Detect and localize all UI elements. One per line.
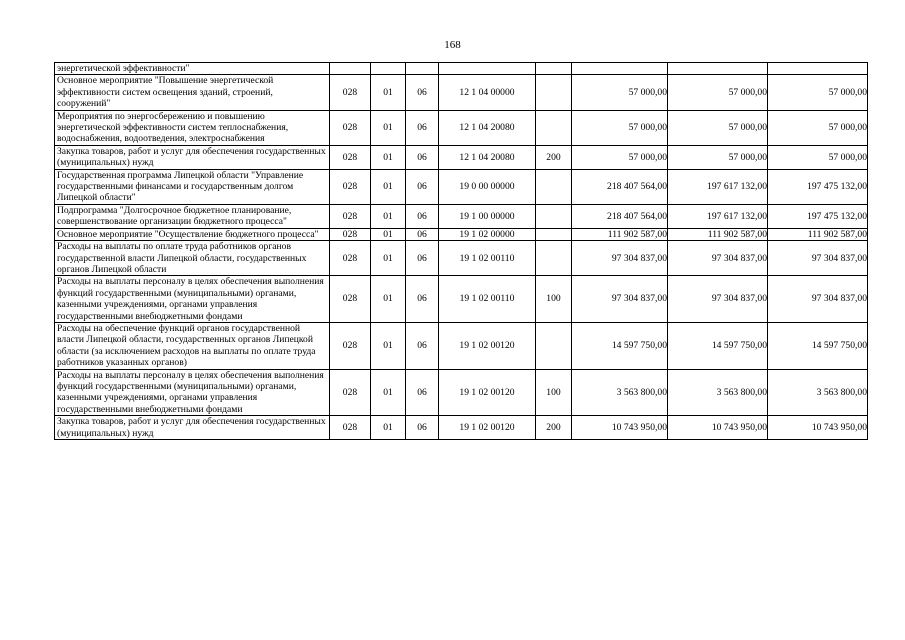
row-name: Расходы на выплаты по оплате труда работников органов государственной власти Липецкой области, государственных органов Липецкой области [55, 241, 330, 276]
row-target-code: 12 1 04 20080 [439, 110, 536, 145]
row-sum-3: 57 000,00 [768, 145, 868, 169]
row-target-code: 19 1 02 00120 [439, 369, 536, 416]
row-sum-3: 57 000,00 [768, 75, 868, 110]
row-sum-2: 97 304 837,00 [668, 241, 768, 276]
table-row [55, 110, 868, 145]
table-row [55, 75, 868, 110]
row-subsection-code: 06 [406, 416, 439, 440]
row-sum-1: 57 000,00 [572, 75, 668, 110]
row-subsection-code [406, 63, 439, 75]
row-section-code [371, 63, 406, 75]
row-admin-code: 028 [330, 169, 371, 204]
row-name: Закупка товаров, работ и услуг для обеспечения государственных (муниципальных) нужд [55, 145, 330, 169]
row-subsection-code: 06 [406, 169, 439, 204]
row-sum-3 [768, 63, 868, 75]
row-sum-1: 3 563 800,00 [572, 369, 668, 416]
row-name: Расходы на выплаты персоналу в целях обеспечения выполнения функций государственными (муниципальными) органами, казенными учреждениями, органами управления государственными внебюджетными фондами [55, 276, 330, 323]
row-sum-1: 218 407 564,00 [572, 204, 668, 228]
table-row [55, 322, 868, 369]
row-expense-code [536, 322, 572, 369]
row-expense-code [536, 169, 572, 204]
row-expense-code: 100 [536, 369, 572, 416]
row-target-code: 12 1 04 00000 [439, 75, 536, 110]
row-target-code [439, 63, 536, 75]
row-admin-code: 028 [330, 110, 371, 145]
row-sum-2: 111 902 587,00 [668, 228, 768, 240]
row-target-code: 19 1 00 00000 [439, 204, 536, 228]
row-name: Расходы на обеспечение функций органов государственной власти Липецкой области, государственных органов Липецкой области (за исключением расходов на выплаты по оплате труда работников указанных органов) [55, 322, 330, 369]
row-admin-code: 028 [330, 276, 371, 323]
row-sum-2: 57 000,00 [668, 145, 768, 169]
row-sum-3: 197 475 132,00 [768, 204, 868, 228]
row-sum-2: 197 617 132,00 [668, 169, 768, 204]
row-expense-code [536, 110, 572, 145]
row-subsection-code: 06 [406, 369, 439, 416]
row-sum-1: 57 000,00 [572, 110, 668, 145]
row-admin-code: 028 [330, 369, 371, 416]
row-subsection-code: 06 [406, 110, 439, 145]
row-sum-1 [572, 63, 668, 75]
row-section-code: 01 [371, 241, 406, 276]
row-sum-1: 97 304 837,00 [572, 241, 668, 276]
row-expense-code [536, 75, 572, 110]
page-number: 168 [444, 39, 461, 51]
row-expense-code: 100 [536, 276, 572, 323]
row-admin-code: 028 [330, 322, 371, 369]
table-row [55, 276, 868, 323]
row-name: Основное мероприятие "Повышение энергетической эффективности систем освещения зданий, строений, сооружений" [55, 75, 330, 110]
row-name: Государственная программа Липецкой области "Управление государственными финансами и государственным долгом Липецкой области" [55, 169, 330, 204]
row-name: Подпрограмма "Долгосрочное бюджетное планирование, совершенствование организации бюджетного процесса" [55, 204, 330, 228]
row-expense-code [536, 204, 572, 228]
table-row [55, 416, 868, 440]
row-admin-code: 028 [330, 145, 371, 169]
row-admin-code: 028 [330, 75, 371, 110]
row-section-code: 01 [371, 75, 406, 110]
row-sum-2: 14 597 750,00 [668, 322, 768, 369]
row-target-code: 19 1 02 00000 [439, 228, 536, 240]
row-expense-code [536, 63, 572, 75]
row-section-code: 01 [371, 204, 406, 228]
row-sum-2: 197 617 132,00 [668, 204, 768, 228]
row-subsection-code: 06 [406, 276, 439, 323]
row-name: Основное мероприятие "Осуществление бюджетного процесса" [55, 228, 330, 240]
row-sum-2: 57 000,00 [668, 75, 768, 110]
row-target-code: 19 0 00 00000 [439, 169, 536, 204]
row-section-code: 01 [371, 169, 406, 204]
row-sum-1: 10 743 950,00 [572, 416, 668, 440]
row-sum-3: 14 597 750,00 [768, 322, 868, 369]
row-section-code: 01 [371, 322, 406, 369]
table-row [55, 228, 868, 240]
row-target-code: 19 1 02 00110 [439, 276, 536, 323]
table-body [55, 63, 868, 440]
row-expense-code: 200 [536, 416, 572, 440]
row-section-code: 01 [371, 416, 406, 440]
table-row [55, 369, 868, 416]
row-sum-2: 10 743 950,00 [668, 416, 768, 440]
table-row [55, 169, 868, 204]
row-sum-2: 57 000,00 [668, 110, 768, 145]
row-section-code: 01 [371, 369, 406, 416]
row-section-code: 01 [371, 145, 406, 169]
row-admin-code: 028 [330, 416, 371, 440]
row-sum-1: 57 000,00 [572, 145, 668, 169]
row-expense-code [536, 228, 572, 240]
row-sum-3: 197 475 132,00 [768, 169, 868, 204]
row-sum-1: 14 597 750,00 [572, 322, 668, 369]
row-sum-3: 97 304 837,00 [768, 241, 868, 276]
row-name: Мероприятия по энергосбережению и повышению энергетической эффективности систем теплоснабжения, водоснабжения, водоотведения, электроснабжения [55, 110, 330, 145]
row-target-code: 19 1 02 00120 [439, 322, 536, 369]
row-sum-2 [668, 63, 768, 75]
row-target-code: 19 1 02 00110 [439, 241, 536, 276]
row-sum-1: 218 407 564,00 [572, 169, 668, 204]
row-sum-3: 111 902 587,00 [768, 228, 868, 240]
row-sum-3: 10 743 950,00 [768, 416, 868, 440]
row-admin-code [330, 63, 371, 75]
row-section-code: 01 [371, 110, 406, 145]
row-sum-3: 97 304 837,00 [768, 276, 868, 323]
row-name: Закупка товаров, работ и услуг для обеспечения государственных (муниципальных) нужд [55, 416, 330, 440]
table-row [55, 204, 868, 228]
budget-table [54, 62, 868, 440]
row-name: энергетической эффективности" [55, 63, 330, 75]
row-target-code: 19 1 02 00120 [439, 416, 536, 440]
row-subsection-code: 06 [406, 228, 439, 240]
row-sum-2: 97 304 837,00 [668, 276, 768, 323]
row-expense-code [536, 241, 572, 276]
row-sum-1: 97 304 837,00 [572, 276, 668, 323]
row-section-code: 01 [371, 276, 406, 323]
row-section-code: 01 [371, 228, 406, 240]
table-row [55, 63, 868, 75]
row-target-code: 12 1 04 20080 [439, 145, 536, 169]
row-name: Расходы на выплаты персоналу в целях обеспечения выполнения функций государственными (муниципальными) органами, казенными учреждениями, органами управления государственными внебюджетными фондами [55, 369, 330, 416]
row-sum-3: 3 563 800,00 [768, 369, 868, 416]
row-sum-2: 3 563 800,00 [668, 369, 768, 416]
table-row [55, 145, 868, 169]
row-sum-3: 57 000,00 [768, 110, 868, 145]
row-subsection-code: 06 [406, 322, 439, 369]
table-row [55, 241, 868, 276]
row-subsection-code: 06 [406, 75, 439, 110]
row-sum-1: 111 902 587,00 [572, 228, 668, 240]
row-subsection-code: 06 [406, 204, 439, 228]
row-admin-code: 028 [330, 228, 371, 240]
row-admin-code: 028 [330, 204, 371, 228]
row-subsection-code: 06 [406, 145, 439, 169]
row-expense-code: 200 [536, 145, 572, 169]
row-admin-code: 028 [330, 241, 371, 276]
row-subsection-code: 06 [406, 241, 439, 276]
